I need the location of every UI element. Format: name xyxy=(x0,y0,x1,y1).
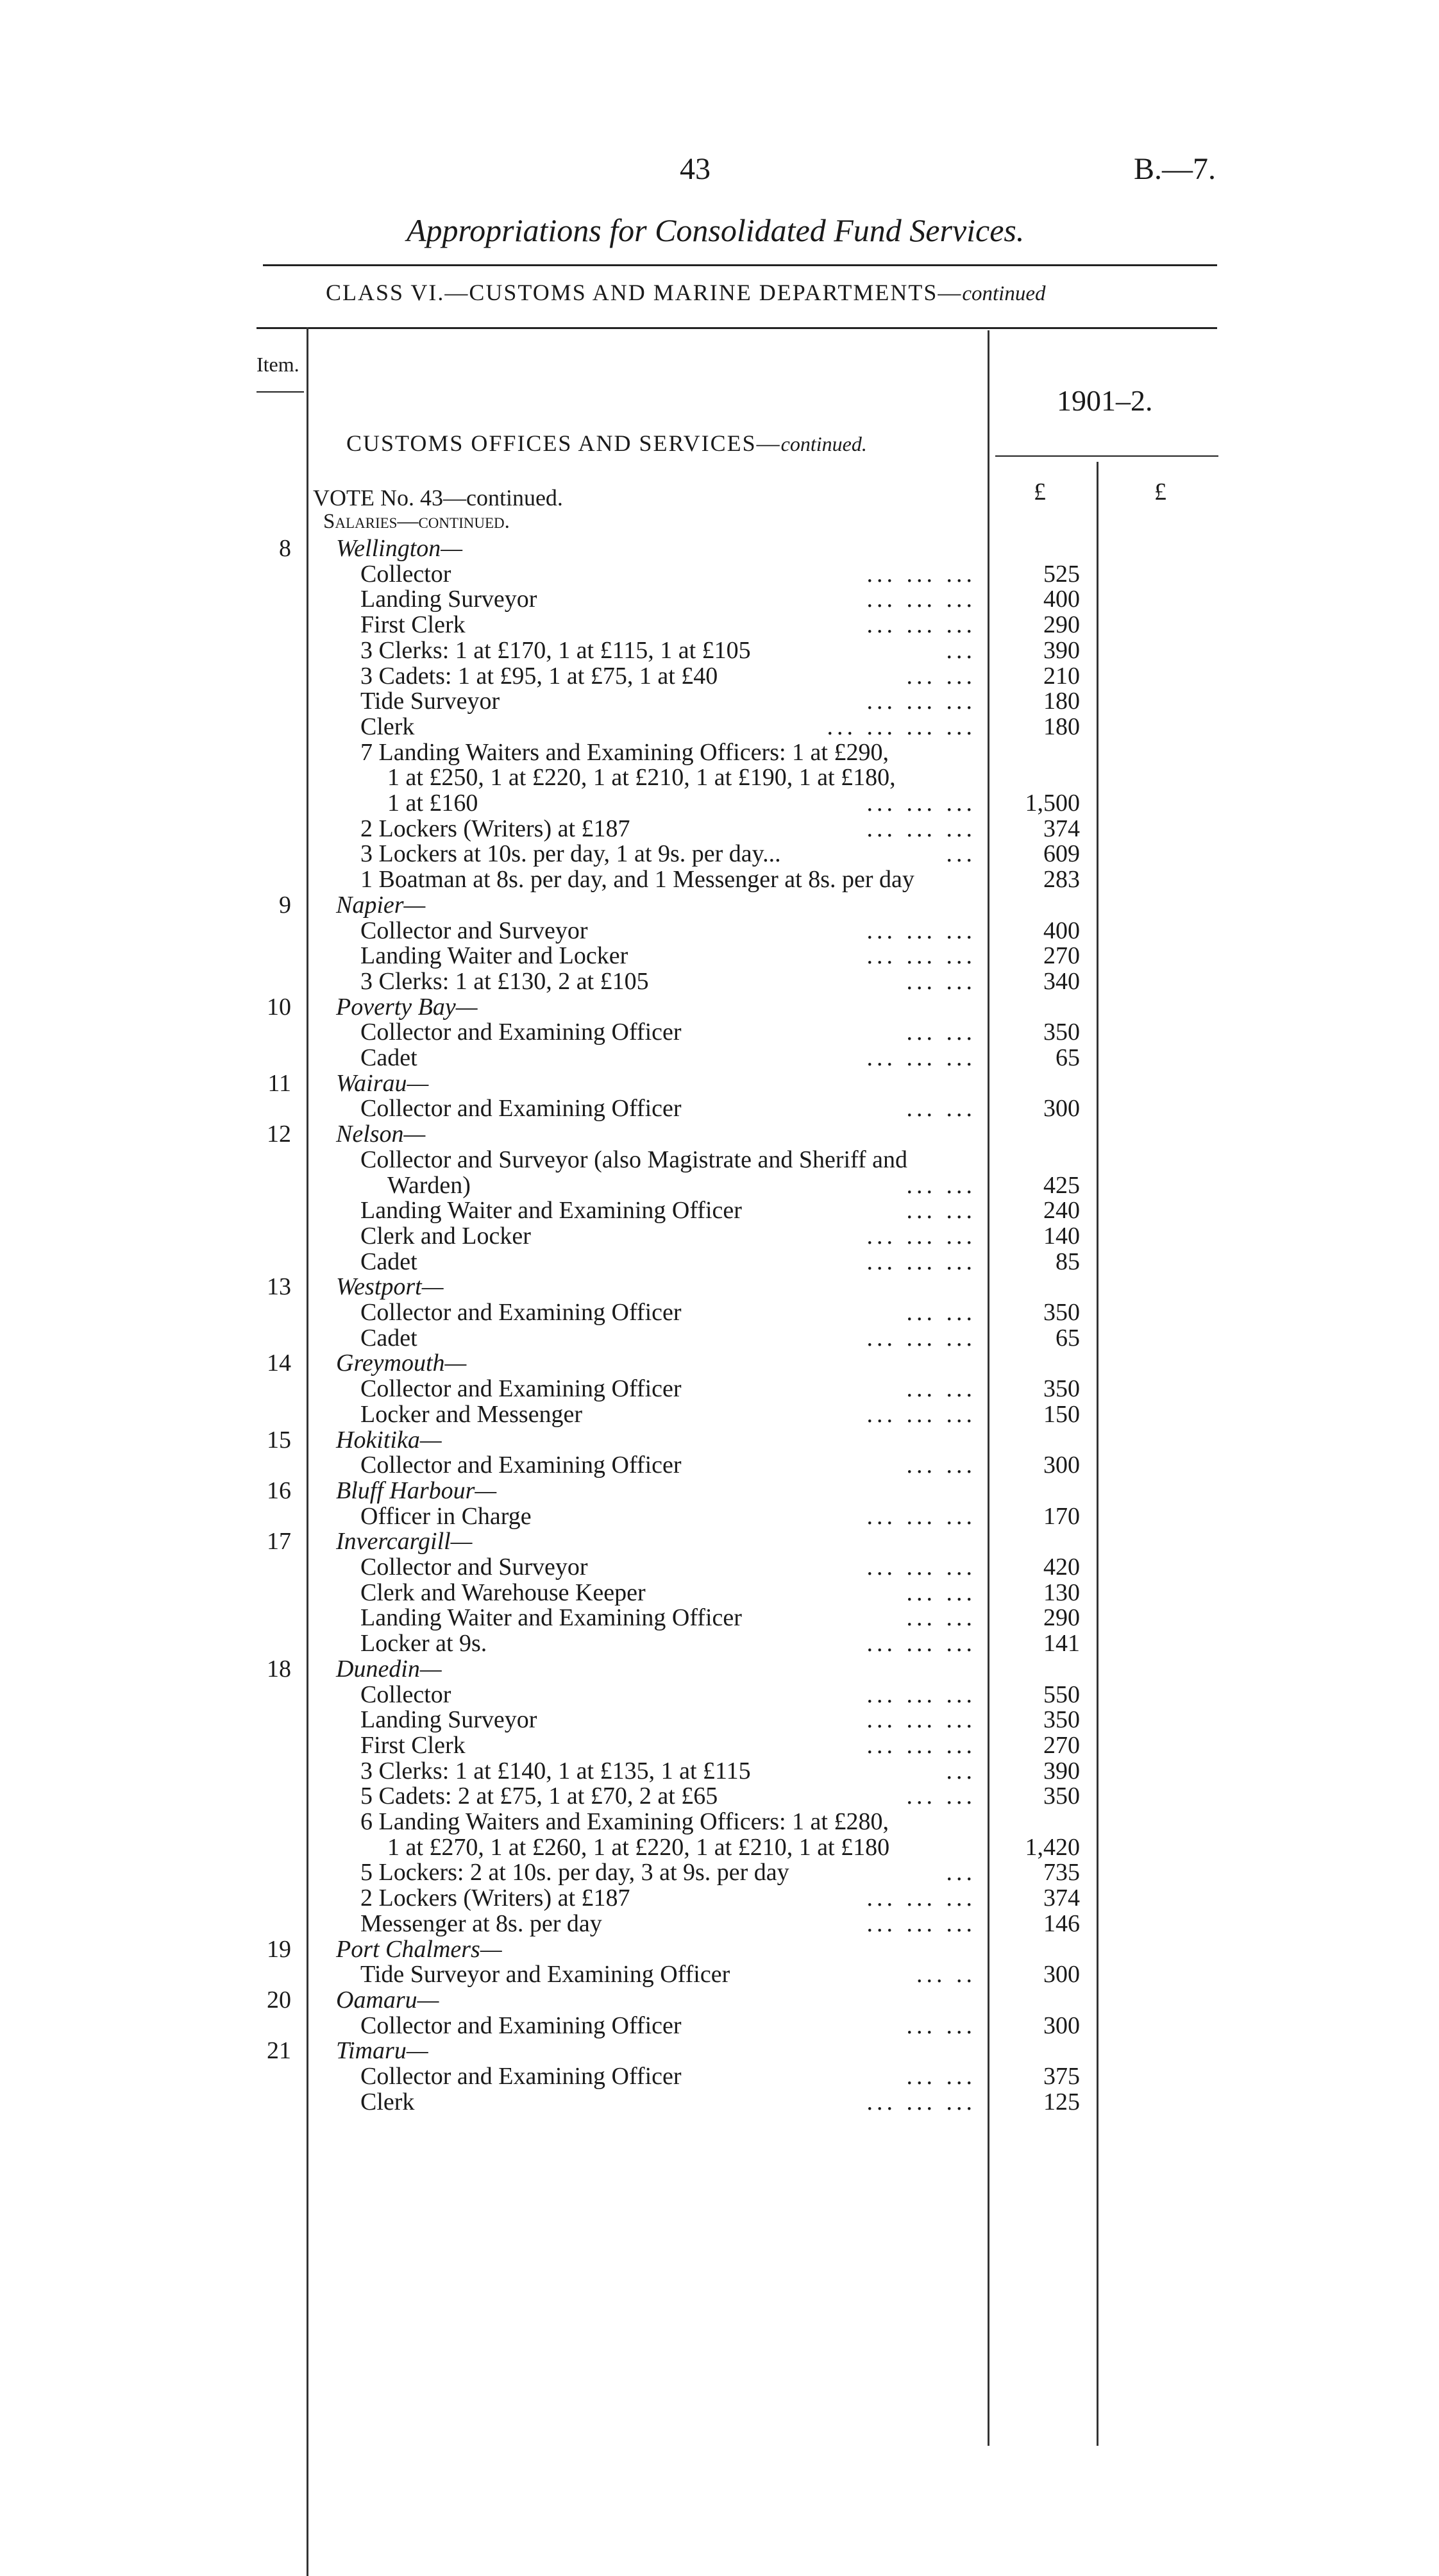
row-amount: 290 xyxy=(1043,611,1080,639)
item-number: 21 xyxy=(267,2037,291,2065)
row-description: Warden) xyxy=(387,1171,471,1199)
table-row xyxy=(0,561,1439,587)
row-amount: 1,420 xyxy=(1025,1833,1080,1861)
row-amount: 141 xyxy=(1043,1630,1080,1657)
row-amount: 390 xyxy=(1043,636,1080,664)
row-description: Collector and Examining Officer xyxy=(360,2012,682,2039)
table-row xyxy=(0,1300,1439,1325)
dot-leader: ... ... xyxy=(906,1095,976,1123)
row-description: Landing Surveyor xyxy=(360,586,537,613)
row-amount: 1,500 xyxy=(1025,790,1080,817)
row-amount: 290 xyxy=(1043,1604,1080,1632)
row-description: Collector and Surveyor (also Magistrate and Sheriff and xyxy=(360,1146,908,1173)
item-header-rule xyxy=(257,391,304,393)
row-amount: 425 xyxy=(1043,1171,1080,1199)
dot-leader: ... ... ... xyxy=(866,2088,976,2115)
table-row xyxy=(0,1835,1439,1860)
dot-leader: ... ... xyxy=(906,1604,976,1632)
row-description: Collector and Surveyor xyxy=(360,917,588,944)
dot-leader: ... ... xyxy=(906,1375,976,1403)
dot-leader: ... ... ... xyxy=(866,917,976,944)
row-description: Collector and Examining Officer xyxy=(360,1299,682,1326)
table-row xyxy=(0,943,1439,969)
dot-leader: ... ... ... xyxy=(866,1706,976,1734)
row-description: Tide Surveyor xyxy=(360,688,500,715)
row-description: Collector and Examining Officer xyxy=(360,1019,682,1046)
table-row xyxy=(0,1071,1439,1096)
table-row xyxy=(0,688,1439,714)
table-row xyxy=(0,1173,1439,1198)
dot-leader: ... ... ... xyxy=(866,790,976,817)
row-description: Nelson— xyxy=(336,1121,426,1148)
dot-leader: ... ... ... xyxy=(866,560,976,588)
row-amount: 65 xyxy=(1056,1044,1080,1071)
table-row xyxy=(0,1452,1439,1478)
row-description: Clerk and Locker xyxy=(360,1222,531,1250)
item-number: 17 xyxy=(267,1528,291,1555)
row-description: 2 Lockers (Writers) at £187 xyxy=(360,1885,630,1912)
dot-leader: ... xyxy=(946,1859,976,1886)
dot-leader: ... ... ... xyxy=(866,1731,976,1759)
dot-leader: ... ... xyxy=(906,1019,976,1046)
year-rule xyxy=(995,455,1218,457)
table-row xyxy=(0,1402,1439,1427)
dot-leader: ... ... ... xyxy=(866,1554,976,1580)
item-number: 14 xyxy=(267,1350,291,1377)
row-amount: 180 xyxy=(1043,713,1080,740)
item-number: 10 xyxy=(267,993,291,1021)
row-amount: 170 xyxy=(1043,1502,1080,1530)
dot-leader: ... ... xyxy=(906,662,976,690)
item-number: 9 xyxy=(279,891,291,919)
row-description: Tide Surveyor and Examining Officer xyxy=(360,1961,730,1988)
table-row xyxy=(0,663,1439,689)
row-amount: 300 xyxy=(1043,1452,1080,1479)
row-amount: 375 xyxy=(1043,2063,1080,2090)
row-description: Clerk xyxy=(360,713,415,740)
item-number: 13 xyxy=(267,1273,291,1301)
dot-leader: ... ... ... xyxy=(866,1324,976,1352)
table-row xyxy=(0,918,1439,944)
row-amount: 146 xyxy=(1043,1910,1080,1937)
row-description: 5 Cadets: 2 at £75, 1 at £70, 2 at £65 xyxy=(360,1783,718,1810)
row-description: Collector xyxy=(360,1681,451,1708)
dot-leader: ... ... ... xyxy=(866,1044,976,1071)
row-amount: 390 xyxy=(1043,1757,1080,1784)
table-row xyxy=(0,2063,1439,2089)
row-description: Timaru— xyxy=(336,2037,428,2065)
table-row xyxy=(0,1783,1439,1809)
row-description: 3 Clerks: 1 at £170, 1 at £115, 1 at £105 xyxy=(360,636,751,664)
dot-leader: ... xyxy=(946,1757,976,1784)
row-description: Greymouth— xyxy=(336,1350,467,1377)
row-amount: 130 xyxy=(1043,1579,1080,1606)
table-row xyxy=(0,1504,1439,1529)
row-description: Bluff Harbour— xyxy=(336,1477,497,1504)
row-amount: 609 xyxy=(1043,840,1080,868)
table-row xyxy=(0,1147,1439,1173)
item-column-header: Item. xyxy=(257,353,299,376)
row-description: 1 at £160 xyxy=(387,790,478,817)
row-amount: 400 xyxy=(1043,586,1080,613)
row-amount: 350 xyxy=(1043,1299,1080,1326)
year-column-header: 1901–2. xyxy=(1057,384,1153,417)
row-description: Landing Waiter and Examining Officer xyxy=(360,1197,742,1224)
page-subtitle: Appropriations for Consolidated Fund Services. xyxy=(407,212,1025,248)
table-row xyxy=(0,1350,1439,1376)
row-description: 3 Clerks: 1 at £130, 2 at £105 xyxy=(360,967,649,995)
row-description: 5 Lockers: 2 at 10s. per day, 3 at 9s. per day xyxy=(360,1859,789,1886)
row-description: 2 Lockers (Writers) at £187 xyxy=(360,815,630,842)
row-description: 1 at £250, 1 at £220, 1 at £210, 1 at £190, 1 at £180, xyxy=(387,764,896,792)
top-rule xyxy=(263,264,1217,266)
row-description: Port Chalmers— xyxy=(336,1935,502,1963)
row-description: Wellington— xyxy=(336,535,463,562)
row-amount: 420 xyxy=(1043,1554,1080,1580)
row-amount: 180 xyxy=(1043,688,1080,715)
row-amount: 350 xyxy=(1043,1706,1080,1734)
row-amount: 735 xyxy=(1043,1859,1080,1886)
table-row xyxy=(0,816,1439,842)
row-description: Locker and Messenger xyxy=(360,1400,583,1428)
row-description: Locker at 9s. xyxy=(360,1630,487,1657)
dot-leader: ... ... ... xyxy=(866,942,976,970)
row-amount: 525 xyxy=(1043,560,1080,588)
table-row xyxy=(0,1223,1439,1249)
item-number: 8 xyxy=(279,535,291,562)
row-description: Messenger at 8s. per day xyxy=(360,1910,602,1937)
row-description: Clerk and Warehouse Keeper xyxy=(360,1579,646,1606)
dot-leader: ... xyxy=(946,636,976,664)
table-row xyxy=(0,1733,1439,1758)
item-number: 16 xyxy=(267,1477,291,1504)
dot-leader: ... ... xyxy=(906,1783,976,1810)
row-amount: 300 xyxy=(1043,1095,1080,1123)
table-row xyxy=(0,1758,1439,1784)
row-description: Collector and Examining Officer xyxy=(360,1452,682,1479)
dot-leader: ... ... ... xyxy=(866,1630,976,1657)
row-description: Hokitika— xyxy=(336,1426,442,1453)
dot-leader: ... ... ... xyxy=(866,1885,976,1912)
section-title: CUSTOMS OFFICES AND SERVICES—continued. xyxy=(346,430,867,456)
row-description: 7 Landing Waiters and Examining Officers: 1 at £290, xyxy=(360,738,889,766)
row-description: 3 Lockers at 10s. per day, 1 at 9s. per day... xyxy=(360,840,781,868)
table-row xyxy=(0,867,1439,892)
dot-leader: ... ... ... xyxy=(866,586,976,613)
row-amount: 374 xyxy=(1043,815,1080,842)
row-description: Cadet xyxy=(360,1324,417,1352)
table-row xyxy=(0,1198,1439,1223)
row-amount: 374 xyxy=(1043,1885,1080,1912)
dot-leader: ... ... xyxy=(906,2012,976,2039)
row-amount: 300 xyxy=(1043,1961,1080,1988)
row-amount: 150 xyxy=(1043,1400,1080,1428)
row-description: Landing Waiter and Locker xyxy=(360,942,628,970)
table-row xyxy=(0,638,1439,663)
table-row xyxy=(0,790,1439,816)
class-title: CLASS VI.—CUSTOMS AND MARINE DEPARTMENTS—continued xyxy=(326,280,1046,305)
table-row xyxy=(0,1605,1439,1631)
row-description: Oamaru— xyxy=(336,1986,439,2013)
table-row xyxy=(0,1427,1439,1453)
row-description: Poverty Bay— xyxy=(336,993,478,1021)
table-row xyxy=(0,1962,1439,1987)
row-description: Collector and Examining Officer xyxy=(360,1375,682,1403)
table-row xyxy=(0,841,1439,867)
page-number: 43 xyxy=(680,152,711,186)
table-row xyxy=(0,1325,1439,1351)
row-description: Landing Waiter and Examining Officer xyxy=(360,1604,742,1632)
row-amount: 270 xyxy=(1043,942,1080,970)
table-row xyxy=(0,612,1439,638)
row-amount: 400 xyxy=(1043,917,1080,944)
row-amount: 350 xyxy=(1043,1375,1080,1403)
table-row xyxy=(0,1096,1439,1121)
table-row xyxy=(0,892,1439,918)
dot-leader: ... ... ... xyxy=(866,815,976,842)
dot-leader: ... ... xyxy=(906,967,976,995)
dot-leader: ... ... ... xyxy=(866,1222,976,1250)
row-amount: 85 xyxy=(1056,1248,1080,1275)
row-amount: 270 xyxy=(1043,1731,1080,1759)
dot-leader: ... ... ... xyxy=(866,1248,976,1275)
row-description: 3 Clerks: 1 at £140, 1 at £135, 1 at £115 xyxy=(360,1757,751,1784)
table-row xyxy=(0,740,1439,765)
row-amount: 283 xyxy=(1043,866,1080,894)
table-row xyxy=(0,1860,1439,1885)
table-row xyxy=(0,1809,1439,1835)
table-row xyxy=(0,1580,1439,1606)
dot-leader: ... ... ... xyxy=(866,688,976,715)
dot-leader: ... ... xyxy=(906,2063,976,2090)
row-amount: 210 xyxy=(1043,662,1080,690)
dot-leader: ... ... ... xyxy=(866,1400,976,1428)
row-description: Wairau— xyxy=(336,1069,429,1097)
row-description: 1 at £270, 1 at £260, 1 at £220, 1 at £210, 1 at £180 xyxy=(387,1833,890,1861)
item-number: 19 xyxy=(267,1935,291,1963)
row-description: Napier— xyxy=(336,891,426,919)
row-description: Clerk xyxy=(360,2088,415,2115)
table-row xyxy=(0,1631,1439,1656)
table-row xyxy=(0,1936,1439,1962)
table-row xyxy=(0,536,1439,561)
dot-leader: ... ... ... ... xyxy=(827,713,976,740)
dot-leader: ... ... xyxy=(906,1452,976,1479)
item-number: 18 xyxy=(267,1655,291,1682)
row-description: Collector and Examining Officer xyxy=(360,2063,682,2090)
row-description: 1 Boatman at 8s. per day, and 1 Messenger at 8s. per day xyxy=(360,866,914,894)
dot-leader: ... ... ... xyxy=(866,1910,976,1937)
dot-leader: ... xyxy=(946,840,976,868)
dot-leader: ... ... xyxy=(906,1579,976,1606)
table-row xyxy=(0,1682,1439,1707)
dot-leader: ... ... xyxy=(906,1197,976,1224)
table-row xyxy=(0,1554,1439,1580)
dot-leader: ... .. xyxy=(916,1961,976,1988)
row-description: Westport— xyxy=(336,1273,444,1301)
row-amount: 65 xyxy=(1056,1324,1080,1352)
table-row xyxy=(0,1376,1439,1402)
row-description: First Clerk xyxy=(360,611,466,639)
header-rule xyxy=(257,327,1217,329)
table-row xyxy=(0,765,1439,790)
table-row xyxy=(0,1249,1439,1275)
row-amount: 300 xyxy=(1043,2012,1080,2039)
row-description: Collector and Surveyor xyxy=(360,1554,588,1580)
table-row xyxy=(0,2038,1439,2063)
table-row xyxy=(0,969,1439,994)
row-description: Cadet xyxy=(360,1044,417,1071)
table-row xyxy=(0,2089,1439,2115)
table-row xyxy=(0,1121,1439,1147)
table-row xyxy=(0,1529,1439,1554)
document-reference: B.—7. xyxy=(1134,152,1216,186)
pound-header-col2: £ xyxy=(1154,479,1166,505)
row-amount: 340 xyxy=(1043,967,1080,995)
salaries-line: Salaries—continued. xyxy=(323,510,510,533)
row-description: Officer in Charge xyxy=(360,1502,532,1530)
row-description: 6 Landing Waiters and Examining Officers: 1 at £280, xyxy=(360,1808,889,1835)
table-row xyxy=(0,1478,1439,1504)
row-description: Landing Surveyor xyxy=(360,1706,537,1734)
dot-leader: ... ... ... xyxy=(866,611,976,639)
table-row xyxy=(0,1707,1439,1733)
item-number: 15 xyxy=(267,1426,291,1453)
row-description: Collector and Examining Officer xyxy=(360,1095,682,1123)
table-row xyxy=(0,1274,1439,1300)
item-number: 12 xyxy=(267,1121,291,1148)
row-description: Cadet xyxy=(360,1248,417,1275)
table-row xyxy=(0,1656,1439,1682)
row-amount: 550 xyxy=(1043,1681,1080,1708)
table-row xyxy=(0,1045,1439,1071)
dot-leader: ... ... ... xyxy=(866,1681,976,1708)
row-description: Collector xyxy=(360,560,451,588)
row-amount: 350 xyxy=(1043,1783,1080,1810)
row-amount: 125 xyxy=(1043,2088,1080,2115)
table-row xyxy=(0,1911,1439,1936)
item-number: 20 xyxy=(267,1986,291,2013)
row-description: Dunedin— xyxy=(336,1655,442,1682)
dot-leader: ... ... xyxy=(906,1299,976,1326)
table-row xyxy=(0,714,1439,740)
row-amount: 240 xyxy=(1043,1197,1080,1224)
item-number: 11 xyxy=(267,1069,291,1097)
table-row xyxy=(0,2013,1439,2038)
table-row xyxy=(0,1987,1439,2013)
table-row xyxy=(0,1885,1439,1911)
table-row xyxy=(0,994,1439,1020)
row-description: First Clerk xyxy=(360,1731,466,1759)
dot-leader: ... ... xyxy=(906,1171,976,1199)
pound-header-col1: £ xyxy=(1034,479,1046,505)
row-amount: 350 xyxy=(1043,1019,1080,1046)
table-row xyxy=(0,1019,1439,1045)
dot-leader: ... ... ... xyxy=(866,1502,976,1530)
row-description: Invercargill— xyxy=(336,1528,473,1555)
row-description: 3 Cadets: 1 at £95, 1 at £75, 1 at £40 xyxy=(360,662,718,690)
table-row xyxy=(0,586,1439,612)
row-amount: 140 xyxy=(1043,1222,1080,1250)
vote-line: VOTE No. 43—continued. xyxy=(313,485,563,511)
